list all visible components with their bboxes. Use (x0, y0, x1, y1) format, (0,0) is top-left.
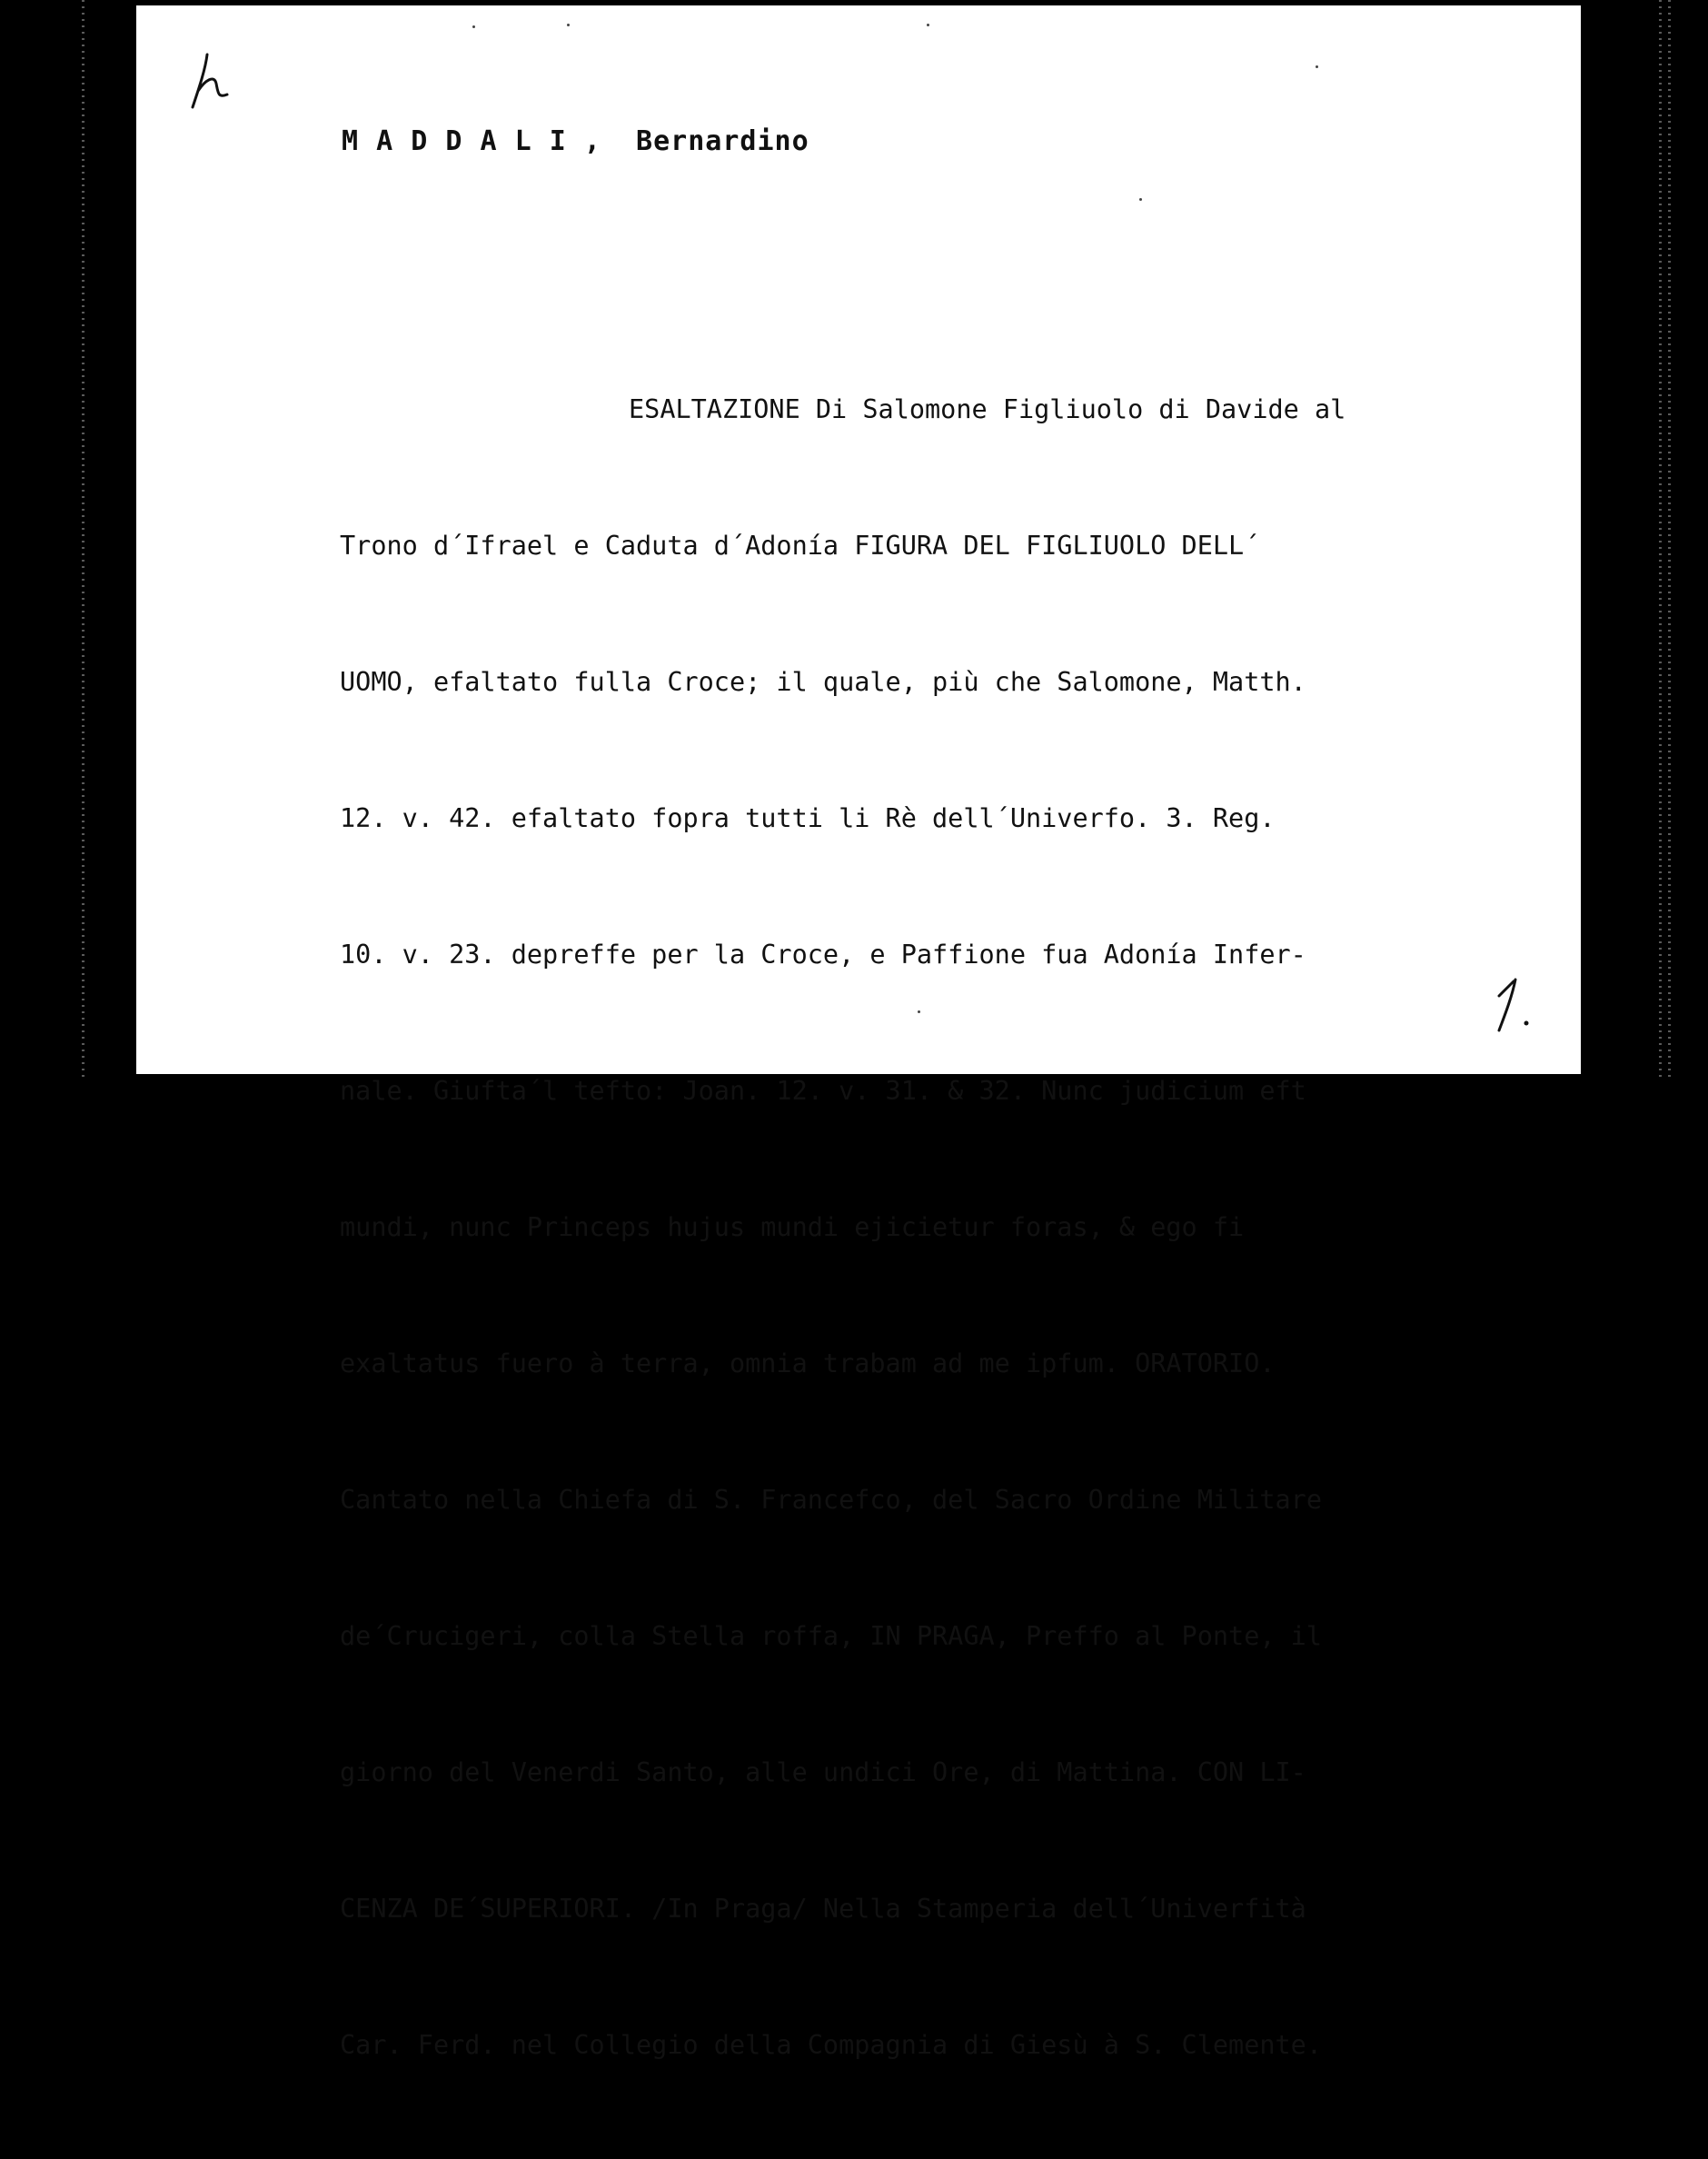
film-edge-right-b (1668, 0, 1671, 1080)
body-line-6: nale. Giufta´l tefto: Joan. 12. v. 31. & 32. Nunc judicium eft (340, 1076, 1306, 1106)
scan-speck (918, 1010, 920, 1013)
handwritten-mark-bottom (1486, 972, 1550, 1036)
scan-speck (927, 24, 929, 26)
handwritten-mark-top (187, 47, 251, 111)
scan-speck (1316, 65, 1318, 68)
card-body (340, 296, 1346, 2159)
scan-speck (567, 24, 570, 26)
body-line-2: Trono d´Ifrael e Caduta d´Adonía FIGURA DEL FIGLIUOLO DELL´ (340, 531, 1260, 561)
body-line-9: Cantato nella Chiefa di S. Francefco, del Sacro Ordine Militare (340, 1485, 1322, 1515)
film-edge-right-a (1659, 0, 1662, 1080)
scan-speck (1139, 198, 1142, 201)
body-line-13: Car. Ferd. nel Collegio della Compagnia di Giesù à S. Clemente. (340, 2030, 1322, 2060)
card-heading: M A D D A L I , Bernardino (342, 125, 809, 157)
body-line-7: mundi, nunc Princeps hujus mundi ejicietur foras, & ego fi (340, 1212, 1245, 1242)
body-line-8: exaltatus fuero à terra, omnia trabam ad me ipfum. ORATORIO. (340, 1348, 1276, 1378)
film-edge-left (82, 0, 84, 1080)
body-line-12: CENZA DE´SUPERIORI. /In Praga/ Nella Stamperia dell´Univerfità (340, 1894, 1306, 1924)
catalog-card (136, 5, 1581, 2060)
body-line-3: UOMO, efaltato fulla Croce; il quale, più che Salomone, Matth. (340, 667, 1306, 697)
scan-speck (472, 25, 475, 28)
body-line-10: de´Crucigeri, colla Stella roffa, IN PRAGA, Preffo al Ponte, il (340, 1621, 1322, 1651)
body-line-5: 10. v. 23. depreffe per la Croce, e Paffione fua Adonía Infer- (340, 940, 1306, 970)
body-line-4: 12. v. 42. efaltato fopra tutti li Rè dell´Univerfo. 3. Reg. (340, 803, 1276, 833)
body-line-11: giorno del Venerdi Santo, alle undici Ore, di Mattina. CON LI- (340, 1757, 1306, 1787)
body-line-1: ESALTAZIONE Di Salomone Figliuolo di Davide al (629, 394, 1346, 424)
